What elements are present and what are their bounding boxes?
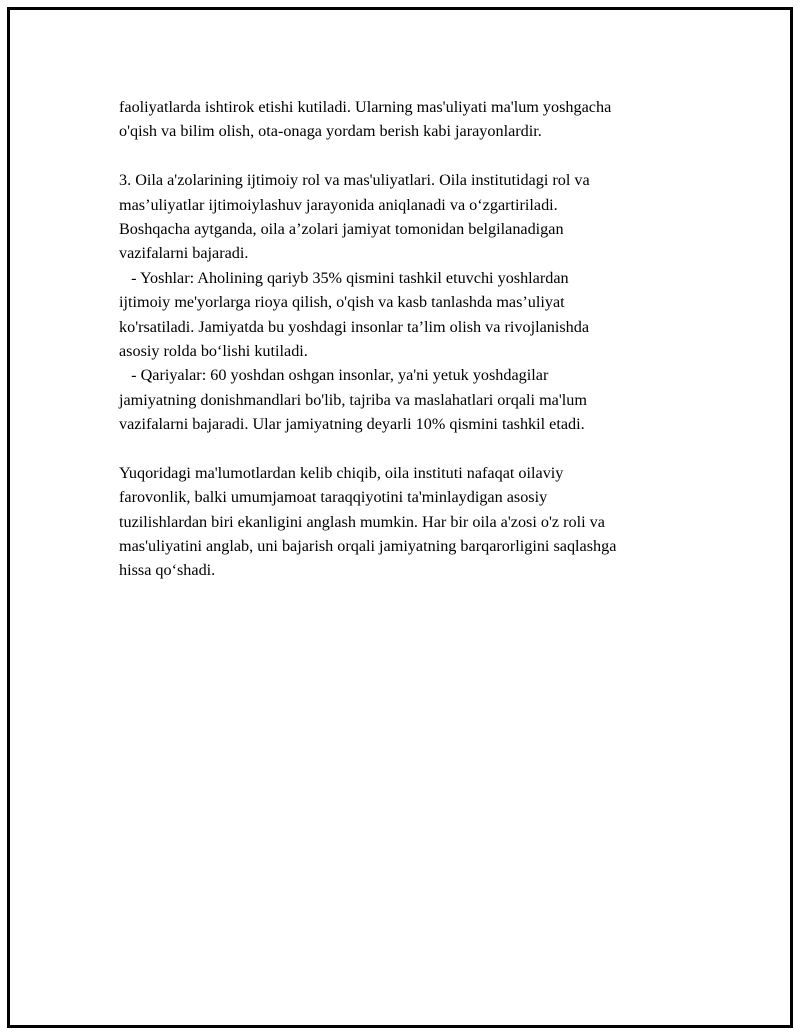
text-line: farovonlik, balki umumjamoat taraqqiyotini ta'minlaydigan asosiy — [119, 488, 548, 507]
list-item-elderly: - Qariyalar: 60 yoshdan oshgan insonlar, ya'ni yetuk yoshdagilar — [119, 366, 549, 385]
text-line: jamiyatning donishmandlari bo'lib, tajriba va maslahatlari orqali ma'lum — [119, 390, 587, 409]
text-line: ko'rsatiladi. Jamiyatda bu yoshdagi insonlar ta’lim olish va rivojlanishda — [119, 317, 590, 336]
text-line: tuzilishlardan biri ekanligini anglash mumkin. Har bir oila a'zosi o'z roli va — [119, 512, 605, 531]
text-line: ijtimoiy me'yorlarga rioya qilish, o'qish va kasb tanlashda mas’uliyat — [119, 293, 565, 312]
text-line: vazifalarni bajaradi. — [119, 244, 249, 263]
paragraph-conclusion — [119, 461, 699, 583]
text-line: o'qish va bilim olish, ota-onaga yordam berish kabi jarayonlardir. — [119, 122, 542, 141]
document-body — [119, 95, 699, 583]
text-line: mas'uliyatini anglab, uni bajarish orqali jamiyatning barqarorligini saqlashga — [119, 537, 617, 556]
document-page — [7, 7, 793, 1028]
paragraph-social-roles — [119, 168, 699, 436]
text-line: mas’uliyatlar ijtimoiylashuv jarayonida aniqlanadi va o‘zgartiriladi. — [119, 195, 558, 214]
paragraph-spacer — [119, 436, 699, 460]
text-line: vazifalarni bajaradi. Ular jamiyatning deyarli 10% qismini tashkil etadi. — [119, 415, 585, 434]
text-line: Yuqoridagi ma'lumotlardan kelib chiqib, oila instituti nafaqat oilaviy — [119, 463, 564, 482]
section-heading-line: 3. Oila a'zolarining ijtimoiy rol va mas'uliyatlari. Oila institutidagi rol va — [119, 171, 590, 190]
text-line: hissa qo‘shadi. — [119, 561, 216, 580]
list-item-youth: - Yoshlar: Aholining qariyb 35% qismini tashkil etuvchi yoshlardan — [119, 268, 569, 287]
text-line: asosiy rolda bo‘lishi kutiladi. — [119, 341, 308, 360]
text-line: faoliyatlarda ishtirok etishi kutiladi. Ularning mas'uliyati ma'lum yoshgacha — [119, 98, 612, 116]
paragraph-family-activities — [119, 95, 699, 144]
text-line: Boshqacha aytganda, oila a’zolari jamiyat tomonidan belgilanadigan — [119, 219, 564, 238]
paragraph-spacer — [119, 144, 699, 168]
